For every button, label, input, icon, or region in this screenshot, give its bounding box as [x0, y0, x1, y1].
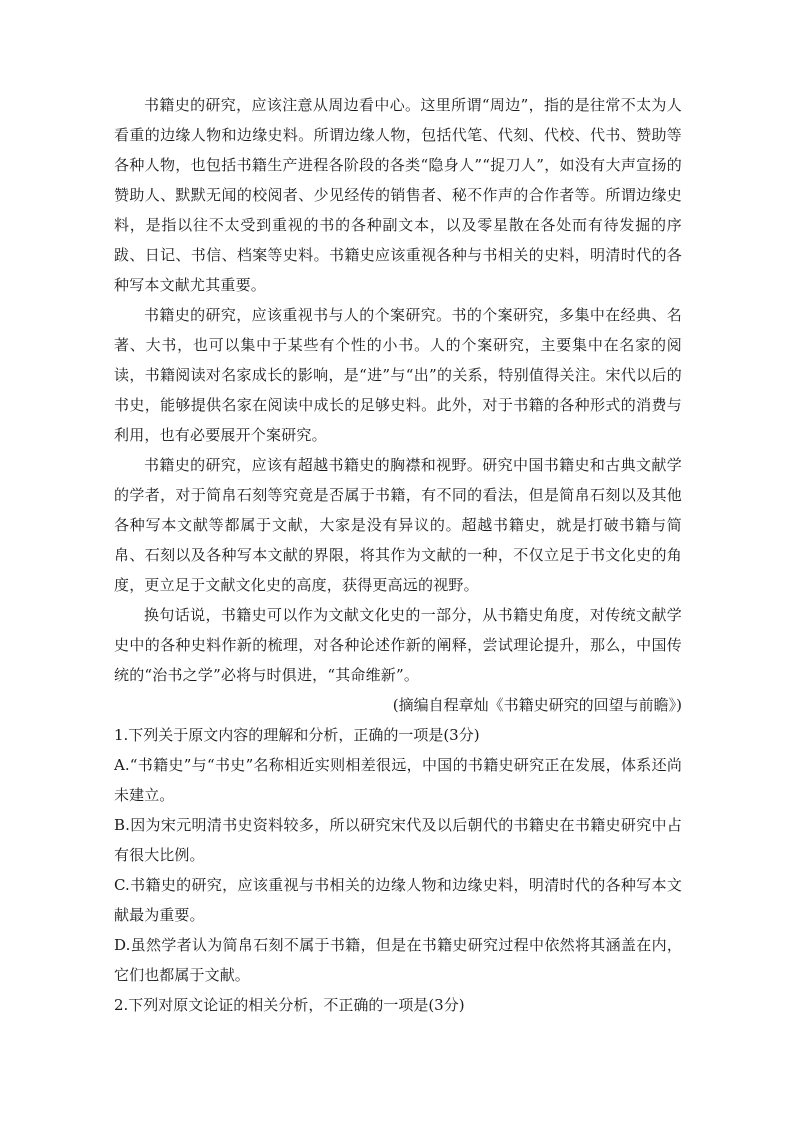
- article-paragraph-4: 换句话说，书籍史可以作为文献文化史的一部分，从书籍史角度，对传统文献学史中的各种史料作新的梳理，对各种论述作新的阐释，尝试理论提升，那么，中国传统的“治书之学”必将与时俱进，“其命维新”。: [114, 606, 682, 684]
- article-paragraph-1: 书籍史的研究，应该注意从周边看中心。这里所谓“周边”，指的是往常不太为人看重的边缘人物和边缘史料。所谓边缘人物，包括代笔、代刻、代校、代书、赞助等各种人物，也包括书籍生产进程各阶段的各类“隐身人”“捉刀人”，如没有大声宣扬的赞助人、默默无闻的校阅者、少见经传的销售者、秘不作声的合作者等。所谓边缘史料，是指以往不太受到重视的书的各种副文本，以及零星散在各处而有待发掘的序跋、日记、书信、档案等史料。书籍史应该重视各种与书相关的史料，明清时代的各种写本文献尤其重要。: [114, 96, 682, 294]
- article-paragraph-2: 书籍史的研究，应该重视书与人的个案研究。书的个案研究，多集中在经典、名著、大书，也可以集中于某些有个性的小书。人的个案研究，主要集中在名家的阅读，书籍阅读对名家成长的影响，是“进”与“出”的关系，特别值得关注。宋代以后的书史，能够提供名家在阅读中成长的足够史料。此外，对于书籍的各种形式的消费与利用，也有必要展开个案研究。: [114, 306, 682, 444]
- article-paragraph-3: 书籍史的研究，应该有超越书籍史的胸襟和视野。研究中国书籍史和古典文献学的学者，对于简帛石刻等究竟是否属于书籍，有不同的看法，但是简帛石刻以及其他各种写本文献等都属于文献，大家是没有异议的。超越书籍史，就是打破书籍与简帛、石刻以及各种写本文献的界限，将其作为文献的一种，不仅立足于书文化史的角度，更立足于文献文化史的高度，获得更高远的视野。: [114, 456, 682, 594]
- document-page: [114, 90, 682, 1020]
- article-source: (摘编自程章灿《书籍史研究的回望与前瞻》): [392, 696, 682, 714]
- question-1-option-d: D.虽然学者认为简帛石刻不属于书籍，但是在书籍史研究过程中依然将其涵盖在内，它们也都属于文献。: [114, 936, 682, 984]
- question-1-option-b: B.因为宋元明清书史资料较多，所以研究宋代及以后朝代的书籍史在书籍史研究中占有很大比例。: [114, 816, 682, 864]
- question-2-stem: 2.下列对原文论证的相关分析，不正确的一项是(3分): [114, 996, 465, 1014]
- question-1-option-c: C.书籍史的研究，应该重视与书相关的边缘人物和边缘史料，明清时代的各种写本文献最为重要。: [114, 876, 682, 924]
- question-1-option-a: A.“书籍史”与“书史”名称相近实则相差很远，中国的书籍史研究正在发展，体系还尚未建立。: [114, 756, 682, 804]
- question-1-stem: 1.下列关于原文内容的理解和分析，正确的一项是(3分): [114, 726, 480, 744]
